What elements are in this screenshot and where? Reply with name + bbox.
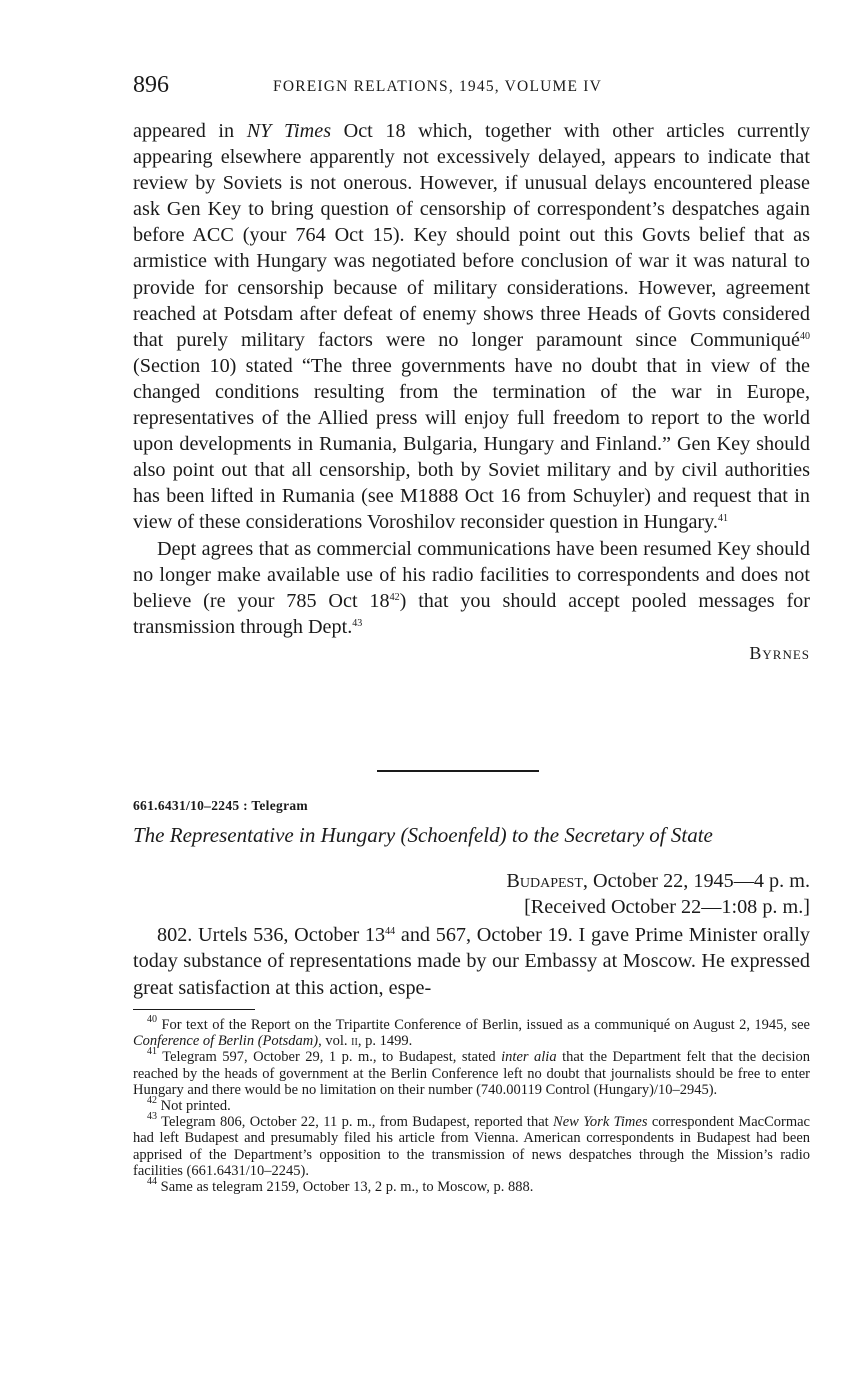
- paragraph: Dept agrees that as commercial communications have been resumed Key should no longer make available use of his radio facilities to correspondents and does not believe (re your 785 Oct $18^{42}$) that you should accept pooled messages for transmission through Dept.$^{43}$: [133, 537, 811, 638]
- footnote-ref[interactable]: 42: [389, 591, 400, 603]
- newspaper-name: NY Times: [246, 120, 332, 142]
- received-date: [Received October 22—1:08 p. m.]: [524, 896, 810, 918]
- paragraph: 802. Urtels 536, October $13^{44}$ and 567, October 19. I gave Prime Minister orally today substance of representations made by our Embassy at Moscow. He expressed great satisfaction at this action, espe-: [133, 924, 810, 999]
- footnote-ref[interactable]: 41: [717, 513, 728, 525]
- letter-body-byrnes: [133, 118, 810, 666]
- footnote-ref[interactable]: 43: [352, 617, 363, 629]
- footnotes: [133, 1014, 810, 1196]
- page-number: 896: [133, 72, 169, 98]
- footnote: $^{40}$ For text of the Report on the Tripartite Conference of Berlin, issued as a communiqué on August 2, 1945, see Conference of Berlin (Potsdam), vol. ii, p. 1499.: [133, 1014, 810, 1050]
- dateline: [506, 868, 810, 920]
- footnote-rule: [133, 1009, 255, 1010]
- document-title: The Representative in Hungary (Schoenfeld) to the Secretary of State: [133, 823, 713, 847]
- footnote: $^{42}$ Not printed.: [147, 1095, 231, 1115]
- place: Budapest: [506, 870, 583, 892]
- footnote-ref[interactable]: 44: [385, 926, 396, 937]
- file-number: 661.6431/10–2245 : Telegram: [133, 798, 308, 813]
- running-title: FOREIGN RELATIONS, 1945, VOLUME IV: [273, 78, 602, 95]
- footnote: $^{43}$ Telegram 806, October 22, 11 p. m., from Budapest, reported that New York Times correspondent MacCormac had left Budapest and presumably filed his article from Vienna. American correspondents in Budapest had been apprised of the Department’s opposition to the transmission of news despatches through the Mission’s radio facilities (661.6431/10–2245).: [133, 1111, 810, 1179]
- footnote: $^{44}$ Same as telegram 2159, October 13, 2 p. m., to Moscow, p. 888.: [147, 1176, 534, 1196]
- footnote: $^{41}$ Telegram 597, October 29, 1 p. m., to Budapest, stated inter alia that the Department felt that the decision reached by the heads of government at the Berlin Conference left no doubt that journalists should be free to enter Hungary and there would be no limitation on their number (740.00119 Control (Hungary)/10–2945).: [133, 1046, 810, 1098]
- page-header: [133, 72, 810, 102]
- section-divider: [377, 770, 539, 772]
- signature: Byrnes: [749, 642, 810, 663]
- paragraph: appeared in NY Times Oct 18 which, together with other articles currently appearing elsewhere apparently not excessively delayed, appears to indicate that review by Soviets is not onerous. However, if unusual delays encountered please ask Gen Key to bring question of censorship of correspondent’s despatches again before ACC (your 764 Oct 15). Key should point out this Govts belief that as armistice with Hungary was negotiated before conclusion of war it was natural to provide for censorship because of military considerations. However, agreement reached at Potsdam after defeat of enemy shows three Heads of Govts considered that purely military factors were no longer paramount since Communiqué$^{40}$ (Section 10) stated “The three governments have no doubt that in view of the changed conditions resulting from the termination of the war in Europe, representatives of the Allied press will enjoy full freedom to report to the world upon developments in Rumania, Bulgaria, Hungary and Finland.” Gen Key should also point out that all censorship, both by Soviet military and by civil authorities has been lifted in Rumania (see M1888 Oct 16 from Schuyler) and request that in view of these considerations Voroshilov reconsider question in Hungary.$^{41}$: [133, 120, 810, 534]
- letter-body-schoenfeld: [133, 922, 810, 1001]
- footnote-ref[interactable]: 40: [800, 330, 810, 342]
- place-date: Budapest, October 22, 1945—4 p. m.: [506, 870, 810, 892]
